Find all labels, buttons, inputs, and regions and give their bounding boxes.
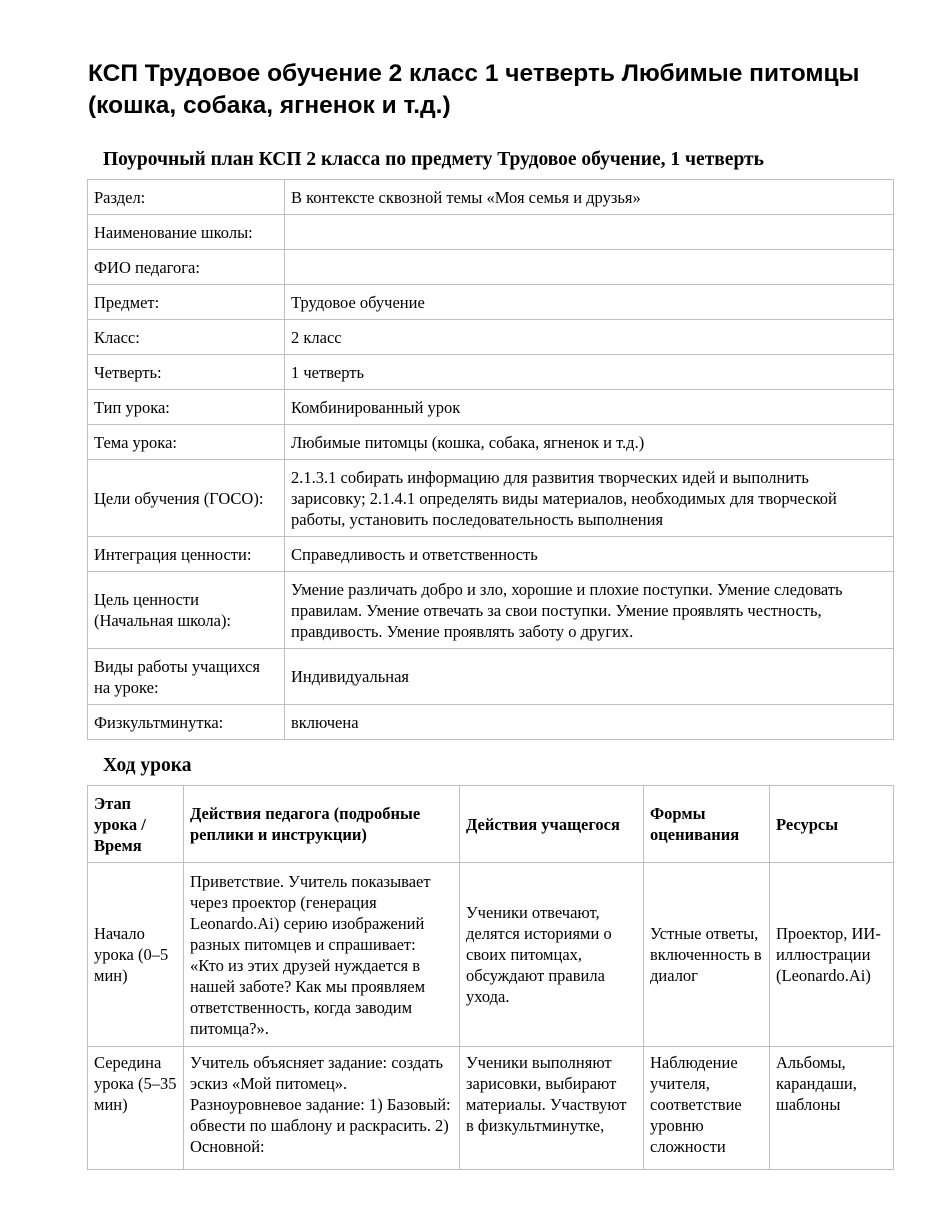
lesson-heading: Ход урока <box>103 755 192 776</box>
info-label: Наименование школы: <box>88 215 285 250</box>
info-value: Умение различать добро и зло, хорошие и плохие поступки. Умение следовать правилам. Умение отвечать за свои поступки. Умение проявлять честность, правдивость. Умение проявлять заботу о других. <box>285 572 894 649</box>
lesson-info-table <box>87 179 894 740</box>
table-row <box>88 863 894 1047</box>
info-value: 2 класс <box>285 320 894 355</box>
table-row <box>88 649 894 705</box>
table-cell: Начало урока (0–5 мин) <box>88 863 184 1047</box>
table-header-row <box>88 786 894 863</box>
table-row <box>88 1047 894 1170</box>
plan-heading: Поурочный план КСП 2 класса по предмету Трудовое обучение, 1 четверть <box>103 149 764 170</box>
table-cell: Приветствие. Учитель показывает через проектор (генерация Leonardo.Ai) серию изображений разных питомцев и спрашивает: «Кто из этих друзей нуждается в нашей заботе? Как мы проявляем ответственность, когда заводим питомца?». <box>184 863 460 1047</box>
info-value: 1 четверть <box>285 355 894 390</box>
info-value: Трудовое обучение <box>285 285 894 320</box>
lesson-progress-table <box>87 785 894 1170</box>
info-label: Четверть: <box>88 355 285 390</box>
table-row <box>88 180 894 215</box>
info-label: Виды работы учащихся на уроке: <box>88 649 285 705</box>
table-cell: Ученики выполняют зарисовки, выбирают материалы. Участвуют в физкультминутке, <box>460 1047 644 1170</box>
table-cell: Проектор, ИИ-иллюстрации (Leonardo.Ai) <box>770 863 894 1047</box>
table-cell: Середина урока (5–35 мин) <box>88 1047 184 1170</box>
info-value <box>285 215 894 250</box>
info-label: Раздел: <box>88 180 285 215</box>
table-row <box>88 537 894 572</box>
table-row <box>88 250 894 285</box>
info-label: Тип урока: <box>88 390 285 425</box>
info-value: Комбинированный урок <box>285 390 894 425</box>
info-label: ФИО педагога: <box>88 250 285 285</box>
info-label: Цель ценности (Начальная школа): <box>88 572 285 649</box>
info-value: Справедливость и ответственность <box>285 537 894 572</box>
table-row <box>88 705 894 740</box>
table-cell: Ученики отвечают, делятся историями о своих питомцах, обсуждают правила ухода. <box>460 863 644 1047</box>
table-row <box>88 572 894 649</box>
table-cell: Наблюдение учителя, соответствие уровню сложности <box>644 1047 770 1170</box>
info-label: Тема урока: <box>88 425 285 460</box>
table-row <box>88 460 894 537</box>
column-header: Действия учащегося <box>460 786 644 863</box>
info-label: Предмет: <box>88 285 285 320</box>
column-header: Действия педагога (подробные реплики и инструкции) <box>184 786 460 863</box>
table-row <box>88 320 894 355</box>
info-value: 2.1.3.1 собирать информацию для развития творческих идей и выполнить зарисовку; 2.1.4.1 определять виды материалов, необходимых для творческой работы, установить последовательность выполнения <box>285 460 894 537</box>
column-header: Ресурсы <box>770 786 894 863</box>
info-value <box>285 250 894 285</box>
info-label: Интеграция ценности: <box>88 537 285 572</box>
info-label: Цели обучения (ГОСО): <box>88 460 285 537</box>
table-cell: Учитель объясняет задание: создать эскиз «Мой питомец». Разноуровневое задание: 1) Базовый: обвести по шаблону и раскрасить. 2) Основной: <box>184 1047 460 1170</box>
table-row <box>88 215 894 250</box>
table-row <box>88 425 894 460</box>
table-cell: Альбомы, карандаши, шаблоны <box>770 1047 894 1170</box>
info-value: В контексте сквозной темы «Моя семья и друзья» <box>285 180 894 215</box>
info-value: Любимые питомцы (кошка, собака, ягненок и т.д.) <box>285 425 894 460</box>
table-row <box>88 355 894 390</box>
page-title: КСП Трудовое обучение 2 класс 1 четверть Любимые питомцы (кошка, собака, ягненок и т.д.) <box>88 60 860 119</box>
info-value: Индивидуальная <box>285 649 894 705</box>
info-label: Класс: <box>88 320 285 355</box>
info-label: Физкультминутка: <box>88 705 285 740</box>
column-header: Формы оценивания <box>644 786 770 863</box>
table-cell: Устные ответы, включенность в диалог <box>644 863 770 1047</box>
table-row <box>88 285 894 320</box>
table-row <box>88 390 894 425</box>
column-header: Этап урока / Время <box>88 786 184 863</box>
info-value: включена <box>285 705 894 740</box>
